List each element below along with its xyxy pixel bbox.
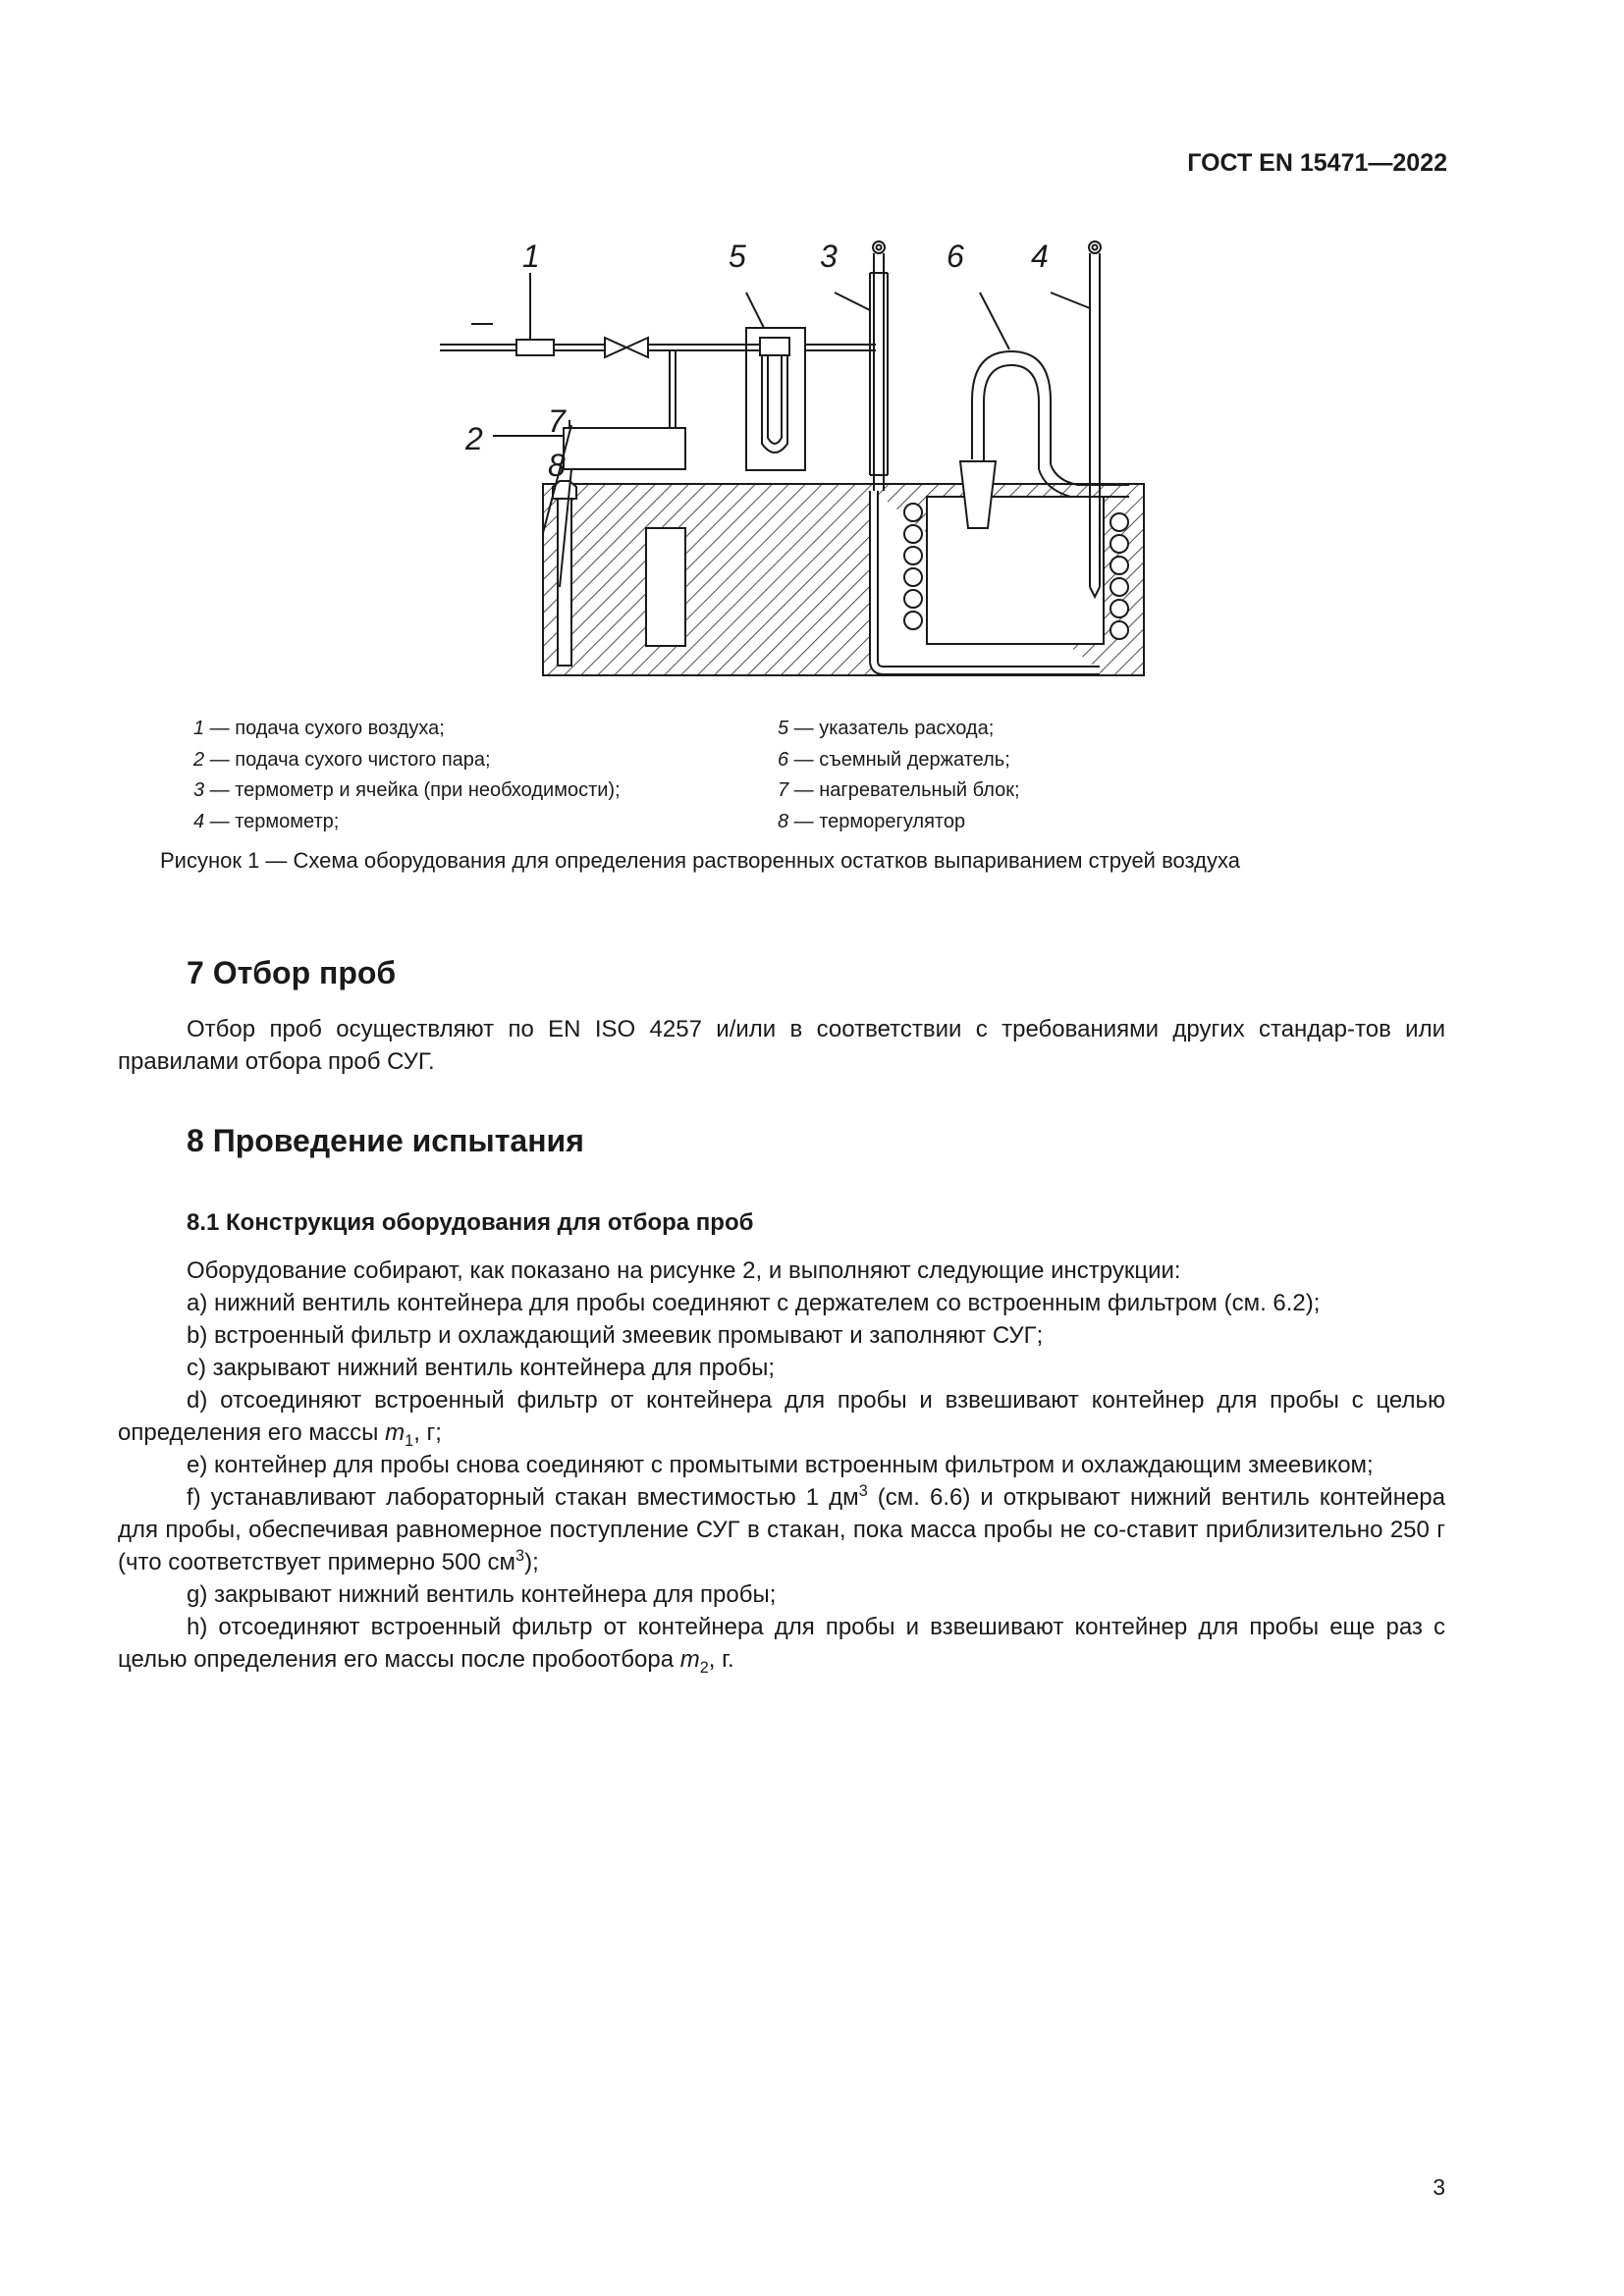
figure-legend-right <box>778 714 1020 837</box>
callout-6: 6 <box>947 239 964 274</box>
legend-item: 8 — терморегулятор <box>778 810 966 832</box>
intro-paragraph: Оборудование собирают, как показано на рисунке 2, и выполняют следующие инструкции: <box>187 1257 1181 1284</box>
item-b: b) встроенный фильтр и охлаждающий змеевик промывают и заполняют СУГ; <box>187 1322 1044 1349</box>
item-g: g) закрывают нижний вентиль контейнера для пробы; <box>187 1581 777 1608</box>
legend-item: 2 — подача сухого чистого пара; <box>193 748 491 771</box>
item-e: e) контейнер для пробы снова соединяют с промытыми встроенным фильтром и охлаждающим змеевиком; <box>187 1452 1374 1478</box>
item-a: a) нижний вентиль контейнера для пробы соединяют с держателем со встроенным фильтром (см. 6.2); <box>187 1290 1321 1316</box>
callout-8: 8 <box>548 448 566 483</box>
callout-4: 4 <box>1031 239 1049 274</box>
section-7-body: Отбор проб осуществляют по EN ISO 4257 и/или в соответствии с требованиями других стандар-тов или правилами отбора проб СУГ. <box>118 1016 1445 1075</box>
legend-item: 1 — подача сухого воздуха; <box>193 718 445 739</box>
removable-holder <box>972 351 1051 469</box>
figure-caption: Рисунок 1 — Схема оборудования для определения растворенных остатков выпариванием струей воздуха <box>160 848 1240 873</box>
callout-7: 7 <box>548 403 566 439</box>
legend-item: 5 — указатель расхода; <box>778 718 995 739</box>
callout-3: 3 <box>820 239 838 274</box>
equipment-diagram <box>422 234 1149 680</box>
callout-1: 1 <box>522 239 540 274</box>
section-8-1-heading: 8.1 Конструкция оборудования для отбора проб <box>187 1209 754 1236</box>
item-d: d) отсоединяют встроенный фильтр от контейнера для пробы и взвешивают контейнер для пробы с целью определения его массы $m_1$, г; <box>118 1387 1445 1450</box>
vapor-supply-box <box>564 428 685 469</box>
legend-item: 7 — нагревательный блок; <box>778 779 1020 801</box>
callout-5: 5 <box>729 239 746 274</box>
item-f: f) устанавливают лабораторный стакан вместимостью 1 $дм^3$ (см. 6.6) и открывают нижний вентиль контейнера для пробы, обеспечивая равномерное поступление СУГ в стакан, пока масса пробы не со-ставит приблизительно 250 г (что соответствует примерно 500 $см^3$); <box>118 1482 1445 1575</box>
section-7-heading: 7 Отбор проб <box>187 955 397 990</box>
legend-item: 3 — термометр и ячейка (при необходимости); <box>193 779 621 801</box>
figure-legend-left <box>193 714 621 837</box>
legend-item: 6 — съемный держатель; <box>778 748 1010 771</box>
valve <box>605 338 648 357</box>
flow-indicator <box>746 328 805 470</box>
page-number: 3 <box>1433 2174 1445 2200</box>
item-c: c) закрывают нижний вентиль контейнера для пробы; <box>187 1355 776 1381</box>
document-header: ГОСТ EN 15471—2022 <box>1187 149 1447 177</box>
callout-2: 2 <box>465 421 483 456</box>
section-8-heading: 8 Проведение испытания <box>187 1123 584 1158</box>
item-h: h) отсоединяют встроенный фильтр от контейнера для пробы и взвешивают контейнер для пробы еще раз с целью определения его массы после пробоотбора $m_2$, г. <box>118 1614 1445 1677</box>
air-supply-fitting <box>516 340 554 355</box>
section-8-1-body <box>118 1255 1445 1676</box>
legend-item: 4 — термометр; <box>193 810 340 832</box>
